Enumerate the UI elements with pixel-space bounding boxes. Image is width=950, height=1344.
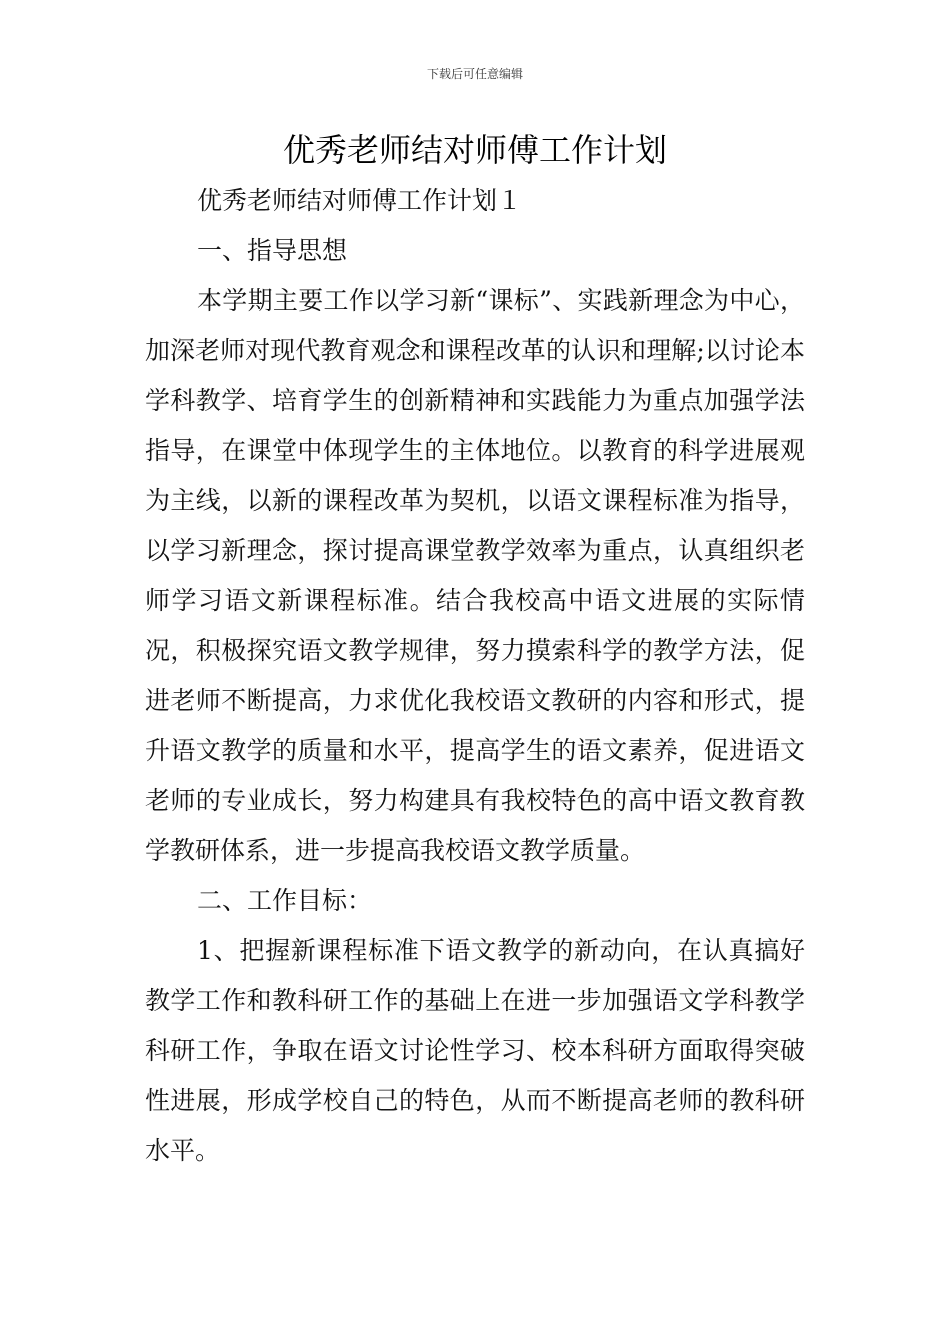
document-title: 优秀老师结对师傅工作计划 xyxy=(282,131,667,169)
section2-item-1: 1、把握新课程标准下语文教学的新动向，在认真搞好教学工作和教科研工作的基础上在进一步加强语文学科教学科研工作，争取在语文讨论性学习、校本科研方面取得突破性进展，形成学校自己的特色，从而不断提高老师的教科研水平。 xyxy=(145,936,805,1165)
header-note: 下载后可任意编辑 xyxy=(426,67,523,81)
document-body xyxy=(145,176,805,1176)
section1-paragraph: 本学期主要工作以学习新“课标”、实践新理念为中心，加深老师对现代教育观念和课程改革的认识和理解;以讨论本学科教学、培育学生的创新精神和实践能力为重点加强学法指导，在课堂中体现学生的主体地位。以教育的科学进展观为主线，以新的课程改革为契机，以语文课程标准为指导，以学习新理念，探讨提高课堂教学效率为重点，认真组织老师学习语文新课程标准。结合我校高中语文进展的实际情况，积极探究语文教学规律，努力摸索科学的教学方法，促进老师不断提高，力求优化我校语文教研的内容和形式，提升语文教学的质量和水平，提高学生的语文素养，促进语文老师的专业成长，努力构建具有我校特色的高中语文教育教学教研体系，进一步提高我校语文教学质量。 xyxy=(145,286,805,865)
section1-heading: 一、指导思想 xyxy=(197,236,348,265)
section2-heading: 二、工作目标： xyxy=(197,886,373,915)
document-subtitle: 优秀老师结对师傅工作计划１ xyxy=(197,186,523,215)
